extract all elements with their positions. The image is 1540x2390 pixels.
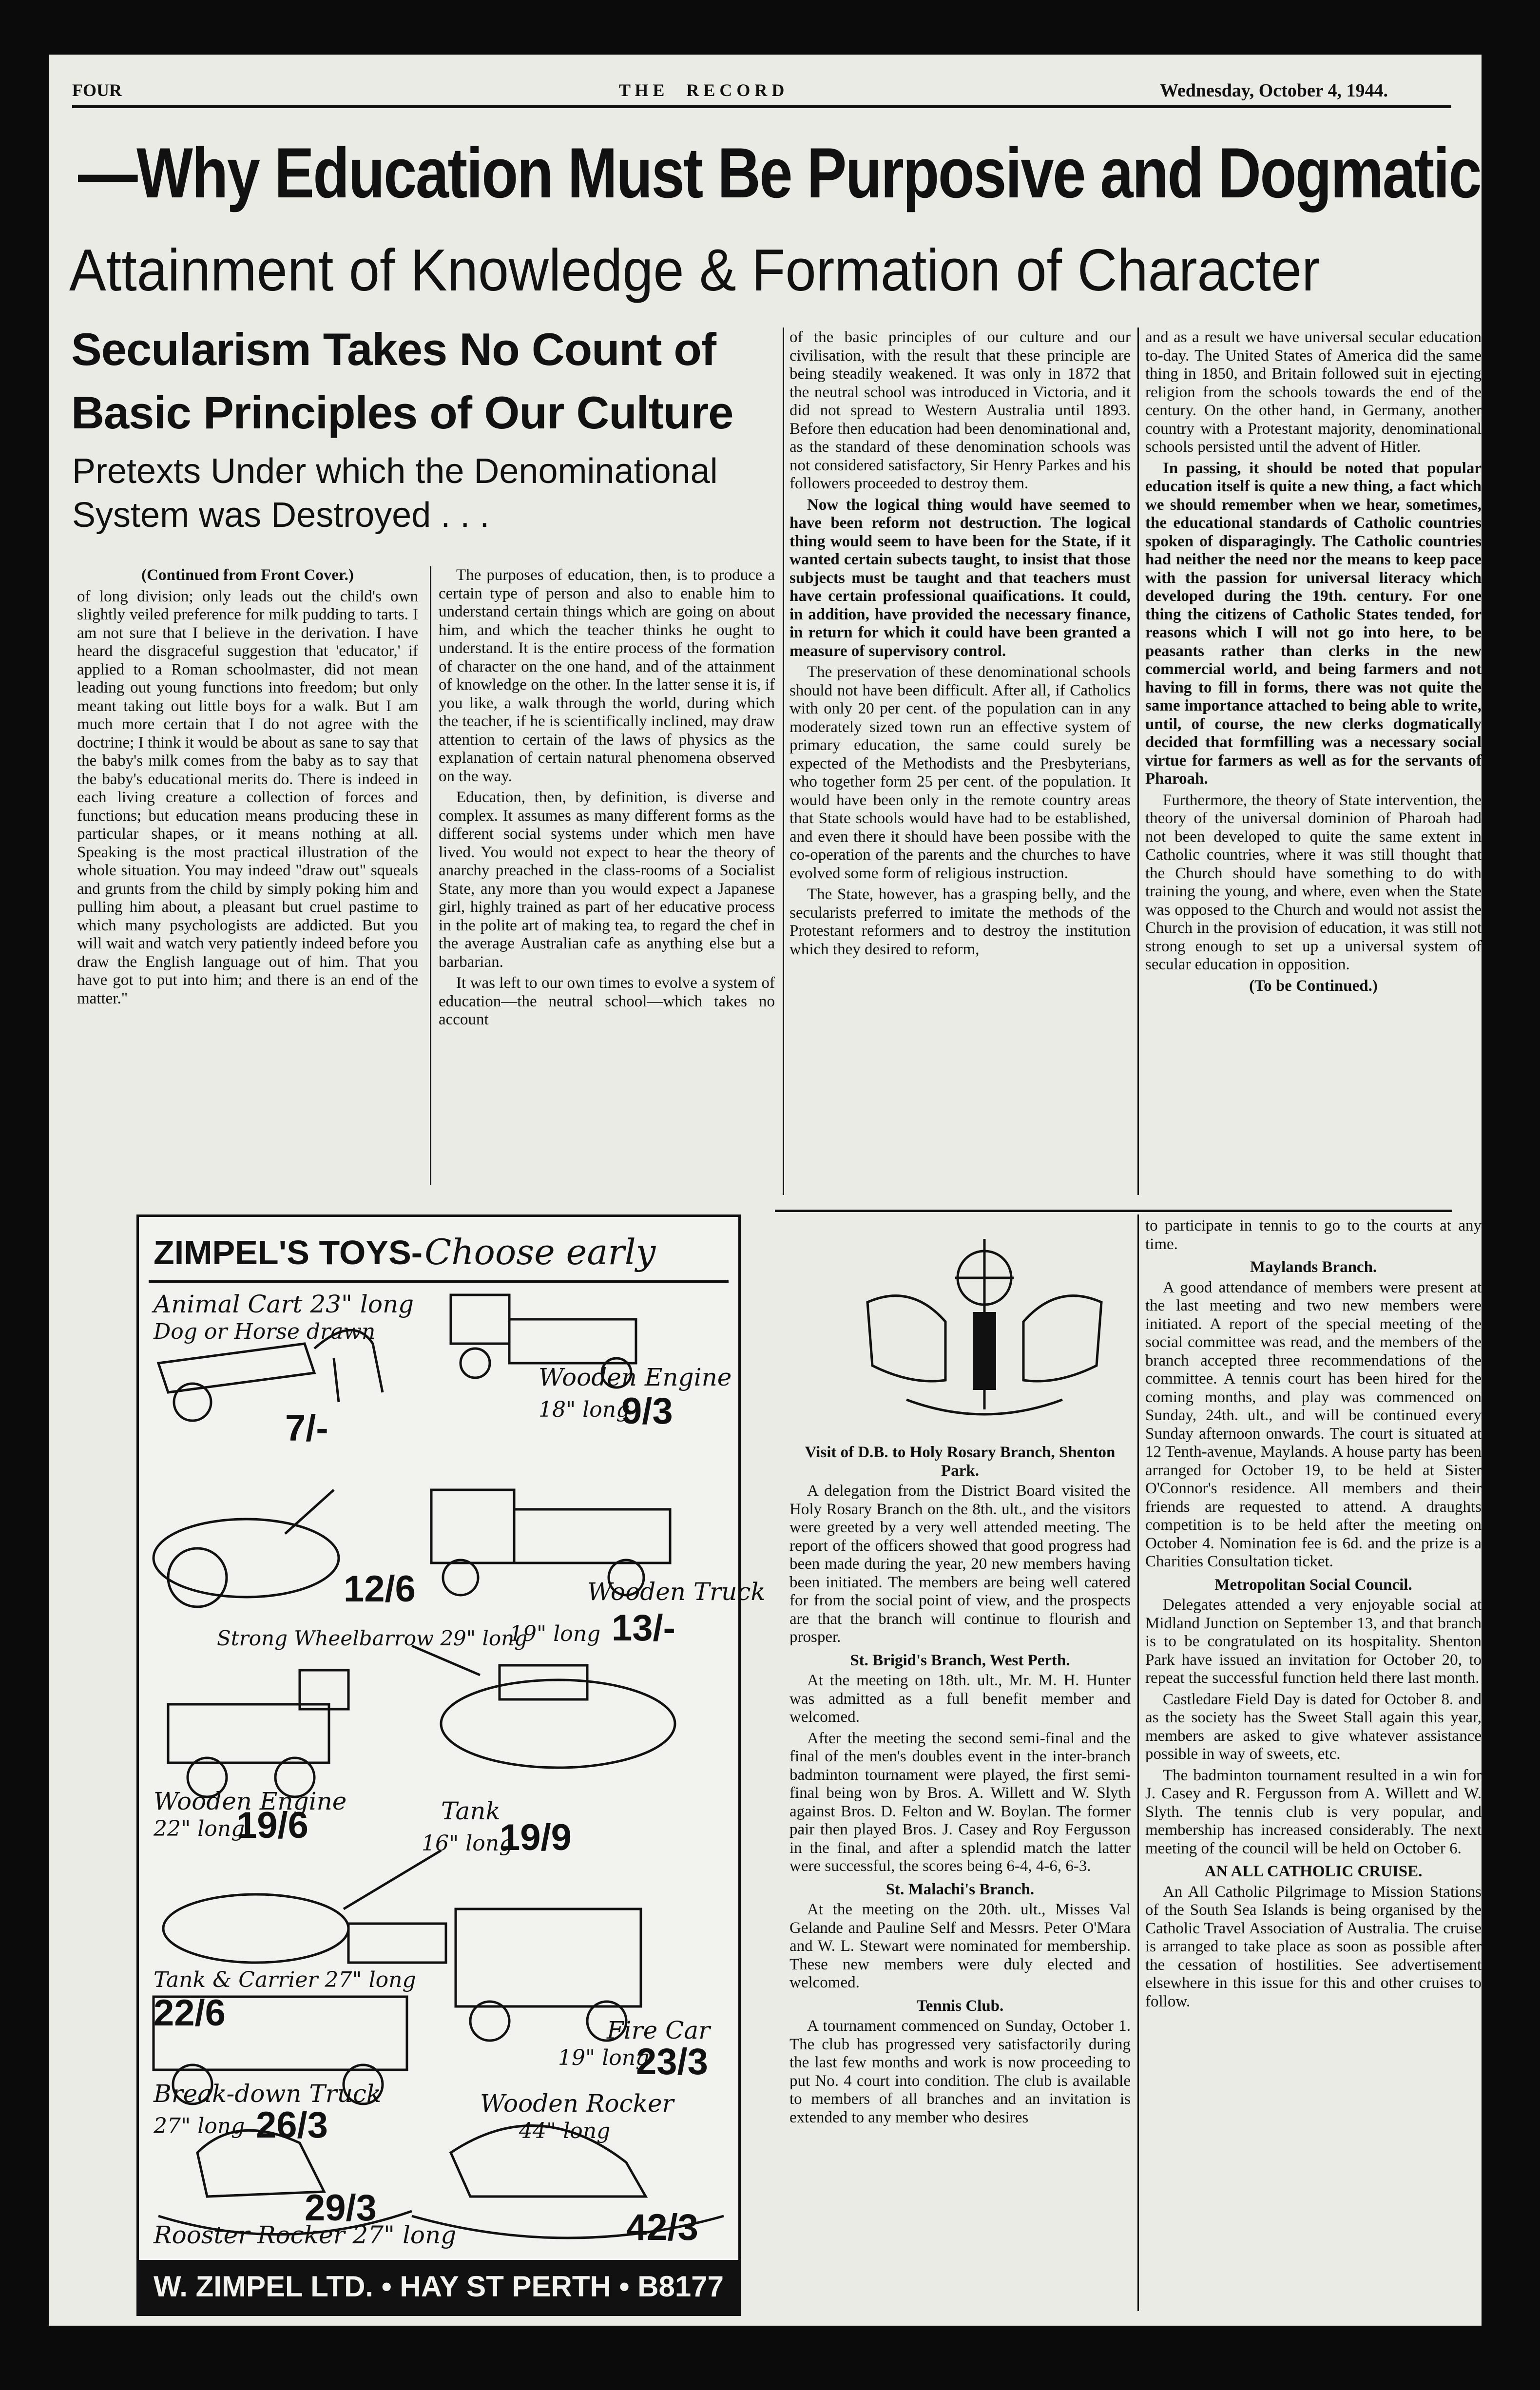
- column-rule: [1137, 1214, 1139, 2311]
- ad-tagline: Choose early: [424, 1232, 656, 1272]
- article-column-1: [77, 566, 418, 1185]
- toy-price: 13/-: [612, 1607, 675, 1649]
- article-paragraph: of the basic principles of our culture and our civilisation, with the result that these principle are being steadily weakened. It was only in 1872 that the neutral school was introduced in Victoria, and it did not spread to Western Australia until 1893. Before then education had been denominational and, as the standard of these denomination schools was not considered satisfactory, Sir Henry Parkes and his followers proceeded to destroy them.: [789, 328, 1131, 492]
- toy-name: Strong Wheelbarrow 29" long: [217, 1626, 528, 1650]
- paper-name: T H E R E C O R D: [619, 80, 785, 100]
- toy-size: 18" long: [539, 1397, 630, 1422]
- ad-title: ZIMPEL'S TOYS-: [154, 1234, 423, 1272]
- toy-price: 19/9: [500, 1817, 572, 1858]
- toy-size: 16" long: [422, 1831, 513, 1856]
- article-paragraph: It was left to our own times to evolve a system of education—the neutral school—which takes no account: [439, 974, 775, 1028]
- continued-note: (Continued from Front Cover.): [141, 566, 354, 584]
- toy-name: Wooden Engine: [539, 1363, 732, 1391]
- news-paragraph: At the meeting on 18th. ult., Mr. M. H. Hunter was admitted as a full benefit member and welcomed.: [789, 1672, 1131, 1726]
- article-paragraph: Education, then, by definition, is diverse and complex. It assumes as many different forms as the different social systems under which men have lived. You would not expect to hear the theory of anarchy preached in the class-rooms of a Socialist State, any more than you would expect a Japanese girl, highly trained as part of her educative process in the polite art of making tea, to regard the chef in the average Australian cafe as anything else but a barbarian.: [439, 789, 775, 971]
- article-paragraph: The preservation of these denominational schools should not have been difficult. After all, if Catholics with only 20 per cent. of the population can in any moderately sized town run an effective system of primary education, the same could surely be expected of the Methodists and the Presbyterians, who together form 25 per cent. of the population. It would have been only in the remote country areas that State schools would have had to be established, and even there it should have been possibe with the co-operation of the parents and the churches to have evolved some form of religious instruction.: [789, 663, 1131, 882]
- newspaper-page: [49, 55, 1482, 2326]
- toy-price: 23/3: [636, 2041, 708, 2082]
- to-be-continued: (To be Continued.): [1249, 977, 1378, 995]
- article-column-2: [439, 566, 775, 1185]
- club-news-column-b: [1145, 1217, 1482, 2313]
- column-rule: [1137, 328, 1139, 1195]
- news-heading: St. Malachi's Branch.: [886, 1880, 1035, 1898]
- issue-date: Wednesday, October 4, 1944.: [1160, 80, 1388, 101]
- news-paragraph: A tournament commenced on Sunday, October 1. The club has progressed very satisfactorily during the last few months and work is now proceeding to put No. 4 court into condition. The club is available to members of all branches and an invitation is extended to any member who desires: [789, 2017, 1131, 2126]
- toy-name: Wooden Truck: [587, 1578, 766, 1606]
- news-heading: Visit of D.B. to Holy Rosary Branch, Shenton Park.: [805, 1444, 1116, 1480]
- article-column-3: [789, 328, 1131, 1206]
- toy-price: 12/6: [344, 1568, 416, 1610]
- article-paragraph: The State, however, has a grasping belly, and the secularists preferred to imitate the methods of the Protestant reformers and to destroy the institution which they desired to reform,: [789, 886, 1131, 958]
- ad-footer: W. ZIMPEL LTD. • HAY ST PERTH • B8177: [139, 2260, 738, 2313]
- toy-name: Wooden Rocker: [480, 2089, 674, 2118]
- article-paragraph: of long division; only leads out the child's own slightly veiled preference for milk pudding to tarts. I am not sure that I believe in the derivation. I have heard the disgraceful suggestion that 'educator,' if applied to a Roman schoolmaster, did not mean leading out young functions into freedom; but only meant taking out little boys for a walk. But I am much more certain that I do not agree with the doctrine; I think it would be about as sane to say that the baby's milk comes from the baby as to say that the baby's educational merits do. There is indeed in each living creature a collection of forces and functions; but education means producing these in particular shapes, or it means nothing at all. Speaking is the most practical illustration of the whole situation. You may indeed "draw out" squeals and grunts from the child by simply poking him and pulling him about, a pleasant but cruel pastime to which many psychologists are addicted. But you will wait and watch very patiently indeed before you draw the English language out of him. That you have got to put into him; and there is an end of the matter.": [77, 587, 418, 1007]
- toy-size: 27" long: [154, 2114, 245, 2139]
- news-heading: AN ALL CATHOLIC CRUISE.: [1204, 1863, 1423, 1880]
- news-paragraph: Castledare Field Day is dated for October 8. and as the society has the Sweet Stall again this year, members are asked to give whatever assistance possible in way of sweets, etc.: [1145, 1690, 1482, 1763]
- toy-name: Wooden Engine: [154, 1787, 347, 1815]
- article-paragraph: In passing, it should be noted that popular education itself is quite a new thing, a fact which we should remember when we hear, sometimes, the educational standards of Catholic countries spoken of disparagingly. The Catholic countries had neither the need nor the means to keep pace with the passion for universal literacy which developed during the 19th. century. For one thing the citizens of Catholic States tended, for reasons which I will not go into here, to be peasants rather than clerks in the new commercial world, and being farmers and not having to fill in forms, there was not quite the same importance attached to being able to write, until, of course, the new clerks dogmatically decided that formfilling was a necessary social virtue for farmers as well as for the servants of Pharoah.: [1145, 459, 1482, 788]
- hibernian-emblem: [838, 1224, 1131, 1429]
- section-divider: [775, 1210, 1452, 1212]
- sub-headline: Attainment of Knowledge & Formation of Character: [69, 237, 1320, 303]
- toy-price: 7/-: [285, 1407, 328, 1449]
- toy-price: 19/6: [236, 1805, 308, 1846]
- news-paragraph: At the meeting on the 20th. ult., Misses Val Gelande and Pauline Self and Messrs. Peter O'Mara and W. L. Stewart were nominated for membership. These new members were duly elected and welcomed.: [789, 1901, 1131, 1991]
- section-title: Secularism Takes No Count of Basic Principles of Our Culture: [71, 324, 733, 438]
- news-heading: Tennis Club.: [916, 1997, 1004, 2015]
- news-paragraph: A good attendance of members were present at the last meeting and two new members were initiated. A report of the special meeting of the social committee was read, and the members of the branch accepted three recommendations of the committee. A tennis court has been hired for the coming months, and play was commenced on Sunday, 24th. ult., and will be continued every Sunday afternoon onwards. The court is situated at 12 Tenth-avenue, Maylands. A house party has been arranged for October 19, to be held at Sister O'Connor's residence. All members and their friends are requested to attend. A draughts competition is to be held after the meeting on October 4. Nomination fee is 6d. and the prize is a Charities Consultation ticket.: [1145, 1278, 1482, 1570]
- news-paragraph: The badminton tournament resulted in a win for J. Casey and R. Fergusson from A. Willett and W. Slyth. The tennis club is very popular, and membership has increased considerably. The next meeting of the council will be held on October 6.: [1145, 1766, 1482, 1857]
- toy-name: Break-down Truck: [154, 2080, 382, 2108]
- toy-price: 9/3: [621, 1390, 673, 1432]
- toy-size: 19" long: [509, 1621, 601, 1646]
- toy-size: 44" long: [519, 2119, 611, 2143]
- news-paragraph: A delegation from the District Board visited the Holy Rosary Branch on the 8th. ult., and the visitors were greeted by a very well attended meeting. The report of the officers showed that good progress had been made during the year, 20 new members having been initiated. The members are being well catered for from the social point of view, and the prospects are that the branch will continue to flourish and prosper.: [789, 1482, 1131, 1646]
- article-paragraph: Now the logical thing would have seemed to have been reform not destruction. The logical thing would seem to have been for the State, if it wanted certain subects taught, to insist that those subjects must be taught and that teachers must have certain professional quaifications. It could, in addition, have provided the necessary finance, in return for which it could have been granted a measure of supervisory control.: [789, 496, 1131, 660]
- news-paragraph: to participate in tennis to go to the courts at any time.: [1145, 1217, 1482, 1253]
- toy-price: 29/3: [305, 2187, 377, 2229]
- news-heading: Metropolitan Social Council.: [1214, 1576, 1412, 1594]
- toy-size: 22" long: [154, 1816, 245, 1841]
- column-rule: [430, 566, 431, 1185]
- zimpel-toys-ad: [136, 1214, 766, 2316]
- toy-name: Fire Car: [607, 2016, 711, 2044]
- toy-price: 42/3: [626, 2207, 698, 2248]
- toy-name: Tank & Carrier 27" long: [154, 1967, 416, 1992]
- page-number: FOUR: [72, 80, 122, 100]
- news-heading: Maylands Branch.: [1250, 1258, 1377, 1276]
- news-paragraph: An All Catholic Pilgrimage to Mission Stations of the South Sea Islands is being organised by the Catholic Travel Association of Australia. The cruise is arranged to take place as soon as possible after the cessation of hostilities. See advertisement elsewhere in this issue for this and other cruises to follow.: [1145, 1883, 1482, 2010]
- toy-price: 22/6: [154, 1992, 226, 2034]
- news-heading: St. Brigid's Branch, West Perth.: [850, 1651, 1070, 1669]
- news-paragraph: After the meeting the second semi-final and the final of the men's doubles event in the inter-branch badminton tournament were played, the first semi-final being won by Bros. A. Willett and W. Slyth against Bros. D. Felton and W. Boylan. The former pair then played Bros. J. Casey and Roy Fergusson in the final, and after a splendid match the latter were successful, the scores being 6-4, 4-6, 6-3.: [789, 1729, 1131, 1875]
- masthead-rule: [72, 105, 1451, 108]
- toy-name: Rooster Rocker 27" long: [154, 2221, 457, 2249]
- article-paragraph: The purposes of education, then, is to produce a certain type of person and also to enable him to understand certain things which are going on about him, and which the teacher thinks he ought to understand. It is the entire process of the formation of character on the one hand, and of the attainment of knowledge on the other. In the latter sense it is, if you like, a walk through the world, during which the teacher, if he is scientifically inclined, may draw attention to certain of the laws of physics as the explanation of certain natural phenomena observed on the way.: [439, 566, 775, 785]
- news-paragraph: Delegates attended a very enjoyable social at Midland Junction on September 13, and that branch is to be congratulated on its hospitality. Shenton Park have issued an invitation for October 20, to repeat the successful function held there last month.: [1145, 1596, 1482, 1687]
- article-paragraph: Furthermore, the theory of State intervention, the theory of the universal dominion of Pharoah had not been developed to quite the same extent in Catholic countries, where it was still thought that the Church should have something to do with training the young, and where, even when the State was opposed to the Church and would not assist the Church in the provision of education, it was still not strong enough to set up a universal system of secular education in opposition.: [1145, 791, 1482, 973]
- article-paragraph: and as a result we have universal secular education to-day. The United States of America did the same thing in 1850, and Britain followed suit in ejecting religion from the schools towards the end of the century. On the other hand, in Germany, another country with a Protestant majority, denominational schools persisted until the advent of Hitler.: [1145, 328, 1482, 456]
- article-column-4: [1145, 328, 1482, 1206]
- main-headline: —Why Education Must Be Purposive and Dogmatic: [78, 133, 1481, 212]
- toy-price: 26/3: [256, 2104, 328, 2146]
- club-news-column-a: [789, 1439, 1131, 2316]
- toy-name: Tank: [441, 1797, 500, 1825]
- toy-size: Dog or Horse drawn: [154, 1319, 376, 1344]
- toy-size: 19" long: [558, 2045, 650, 2070]
- toy-name: Animal Cart 23" long: [154, 1290, 414, 1318]
- section-deck: Pretexts Under which the Denominational System was Destroyed . . .: [72, 452, 718, 535]
- column-rule: [783, 328, 784, 1195]
